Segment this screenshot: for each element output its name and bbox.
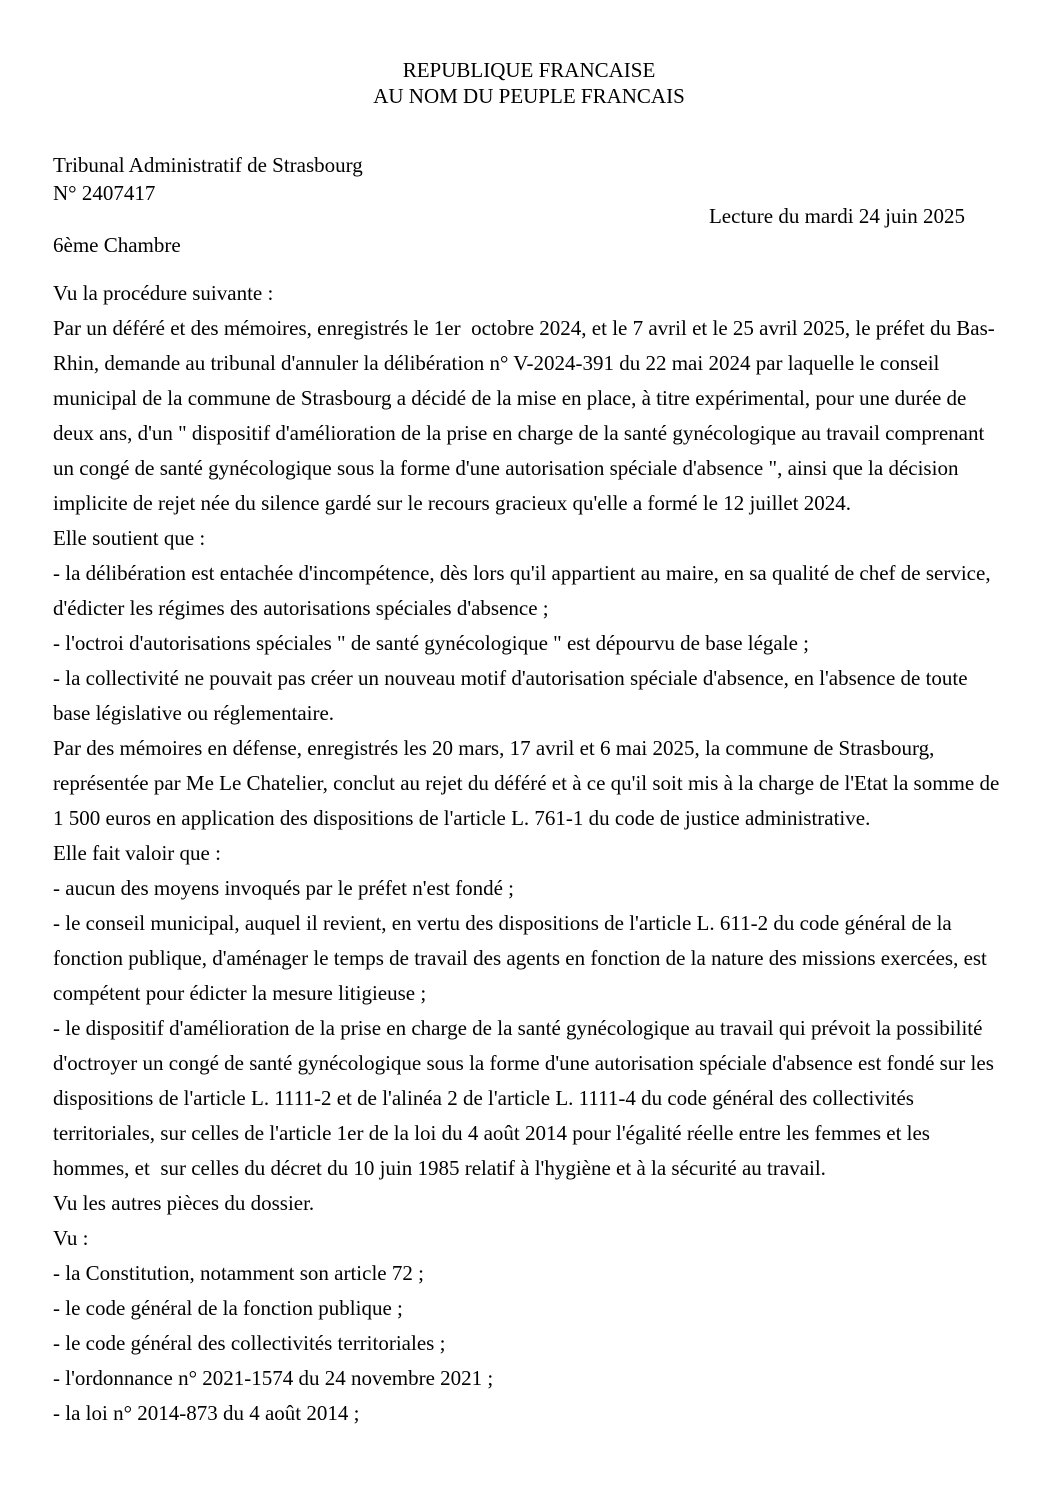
body-paragraph: - la Constitution, notamment son article 72 ; xyxy=(53,1261,424,1285)
body-paragraph: - l'octroi d'autorisations spéciales " de santé gynécologique " est dépourvu de base légale ; xyxy=(53,631,809,655)
body-paragraph: Elle fait valoir que : xyxy=(53,841,221,865)
header-peuple-line: AU NOM DU PEUPLE FRANCAIS xyxy=(373,84,685,108)
body-paragraph: - l'ordonnance n° 2021-1574 du 24 novembre 2021 ; xyxy=(53,1366,494,1390)
body-paragraph: - la collectivité ne pouvait pas créer un nouveau motif d'autorisation spéciale d'absence, en l'absence de toute base législative ou réglementaire. xyxy=(53,666,973,725)
body-paragraph: - aucun des moyens invoqués par le préfet n'est fondé ; xyxy=(53,876,514,900)
body-paragraph: Par des mémoires en défense, enregistrés les 20 mars, 17 avril et 6 mai 2025, la commune de Strasbourg, représentée par Me Le Chatelier, conclut au rejet du déféré et à ce qu'il soit mis à la charge de l'Etat la somme de 1 500 euros en application des dispositions de l'article L. 761-1 du code de justice administrative. xyxy=(53,736,1005,830)
header-republique-line: REPUBLIQUE FRANCAISE xyxy=(402,58,656,82)
court-name: Tribunal Administratif de Strasbourg xyxy=(53,153,363,177)
body-paragraph: Par un déféré et des mémoires, enregistrés le 1er octobre 2024, et le 7 avril et le 25 avril 2025, le préfet du Bas-Rhin, demande au tribunal d'annuler la délibération n° V-2024-391 du 22 mai 2024 par laquelle le conseil municipal de la commune de Strasbourg a décidé de la mise en place, à titre expérimental, pour une durée de deux ans, d'un " dispositif d'amélioration de la prise en charge de la santé gynécologique au travail comprenant un congé de santé gynécologique sous la forme d'une autorisation spéciale d'absence ", ainsi que la décision implicite de rejet née du silence gardé sur le recours gracieux qu'elle a formé le 12 juillet 2024. xyxy=(53,316,995,515)
body-paragraph: - le dispositif d'amélioration de la prise en charge de la santé gynécologique au travail qui prévoit la possibilité d'octroyer un congé de santé gynécologique sous la forme d'une autorisation spéciale d'absence est fondé sur les dispositions de l'article L. 1111-2 et de l'alinéa 2 de l'article L. 1111-4 du code général des collectivités territoriales, sur celles de l'article 1er de la loi du 4 août 2014 pour l'égalité réelle entre les femmes et les hommes, et sur celles du décret du 10 juin 1985 relatif à l'hygiène et à la sécurité au travail. xyxy=(53,1016,1000,1180)
lecture-date: Lecture du mardi 24 juin 2025 xyxy=(708,204,965,228)
chamber-label: 6ème Chambre xyxy=(53,233,181,257)
body-paragraph: Elle soutient que : xyxy=(53,526,206,550)
body-paragraph: Vu la procédure suivante : xyxy=(53,281,274,305)
body-paragraph: Vu : xyxy=(53,1226,89,1250)
case-number: N° 2407417 xyxy=(53,181,156,205)
document-header xyxy=(0,57,1058,109)
document-body xyxy=(53,276,1005,1431)
body-paragraph: - la loi n° 2014-873 du 4 août 2014 ; xyxy=(53,1401,360,1425)
body-paragraph: - la délibération est entachée d'incompétence, dès lors qu'il appartient au maire, en sa qualité de chef de service, d'édicter les régimes des autorisations spéciales d'absence ; xyxy=(53,561,996,620)
court-block xyxy=(53,151,363,207)
body-paragraph: - le code général des collectivités territoriales ; xyxy=(53,1331,446,1355)
body-paragraph: - le code général de la fonction publique ; xyxy=(53,1296,403,1320)
body-paragraph: Vu les autres pièces du dossier. xyxy=(53,1191,315,1215)
body-paragraph: - le conseil municipal, auquel il revient, en vertu des dispositions de l'article L. 611-2 du code général de la fonction publique, d'aménager le temps de travail des agents en fonction de la nature des missions exercées, est compétent pour édicter la mesure litigieuse ; xyxy=(53,911,993,1005)
